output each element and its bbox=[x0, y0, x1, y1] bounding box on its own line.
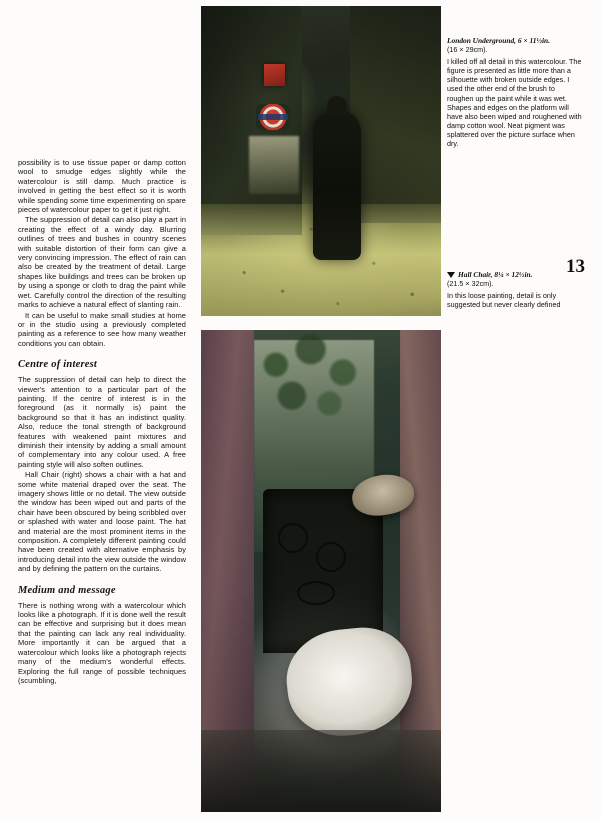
painting-paint-spatter bbox=[201, 6, 441, 316]
paragraph: It can be useful to make small studies at home or in the studio using a previously completed painting as a reference to see how many weather conditions you can obtain. bbox=[18, 310, 186, 348]
caption-title bbox=[447, 270, 582, 279]
page-number: 13 bbox=[566, 256, 585, 277]
section-heading-medium-and-message: Medium and message bbox=[18, 584, 116, 596]
caption-body: I killed off all detail in this watercolour. The figure is presented as little more than a silhouette with broken outside edges. I used the other end of the brush to roughen up the paint while it was wet. Shapes and edges on the platform will have also been wiped and roughened with damp cotton wool. Neat pigment was splattered over the picture surface when dry. bbox=[447, 57, 582, 149]
painting-wash-texture bbox=[201, 330, 441, 812]
paragraph: The suppression of detail can also play a part in creating the effect of a windy day. Blurring outlines of trees and bushes in country scenes with suitable distortion of their form can give a very convincing impression. The effect of rain can also be created by the treatment of detail. Large shapes like buildings and trees can be broken up by using a sponge or cloth to drag the paint while wet. Carefully control the direction of the resulting marks to achieve a natural effect of slanting rain. bbox=[18, 215, 186, 310]
caption-title-text: Hall Chair, bbox=[458, 270, 493, 279]
caption-size-metric: (16 × 29cm). bbox=[447, 45, 488, 55]
london-underground-painting bbox=[201, 6, 441, 316]
paragraph: The suppression of detail can help to direct the viewer's attention to a particular part of the painting. If the centre of interest is in the foreground (as it normally is) paint the background so that it has an indistinct quality. Also, reduce the tonal strength of background features with weakened paint mixtures and diminish their intensity by adding a small amount of complementary into any colour used. A free painting style will also soften outlines. bbox=[18, 375, 186, 469]
paragraph: possibility is to use tissue paper or damp cotton wool to smudge edges slightly while the watercolour is still damp. Much practice is involved in getting the best effect so it is worth while spending some time experimenting on spare pieces of watercolour paper to get it just right. bbox=[18, 158, 186, 215]
caption-size-imperial: 6 × 11½in. bbox=[517, 36, 550, 45]
caption-title bbox=[447, 36, 582, 45]
caption-size-metric: (21.5 × 32cm). bbox=[447, 279, 494, 289]
left-text-column bbox=[18, 158, 186, 685]
section-body-medium-and-message bbox=[18, 601, 186, 686]
caption-size-imperial: 8¼ × 12½in. bbox=[494, 270, 533, 279]
section-body-centre-of-interest bbox=[18, 375, 186, 574]
paragraph: Hall Chair (right) shows a chair with a hat and some white material draped over the seat. The imagery shows little or no detail. The view outside the window has been wiped out and parts of the chair have been obscured by being scribbled over or splashed with water and loose paint. The hat and material are the most prominent items in the composition. A completely different painting could have been created with alternative emphasis by introducing detail into the view outside the window and by defining the pattern on the curtains. bbox=[18, 470, 186, 574]
caption-title-text: London Underground, bbox=[447, 36, 516, 45]
section-heading-centre-of-interest: Centre of interest bbox=[18, 359, 98, 371]
triangle-down-icon bbox=[447, 272, 455, 278]
paragraph: There is nothing wrong with a watercolour which looks like a photograph. If it is done well the result can be effective and surprising but it does mean that the painting can lack any real individuality. More importantly it can be argued that a watercolour which looks like a photograph rejects many of the medium's wonderful effects. Exploring the full range of possible techniques (scumbling, bbox=[18, 600, 186, 685]
caption-london-underground bbox=[447, 36, 582, 148]
caption-body: In this loose painting, detail is only suggested but never clearly defined bbox=[447, 291, 561, 310]
body-text-block bbox=[18, 158, 186, 348]
hall-chair-painting bbox=[201, 330, 441, 812]
caption-hall-chair bbox=[447, 270, 582, 309]
